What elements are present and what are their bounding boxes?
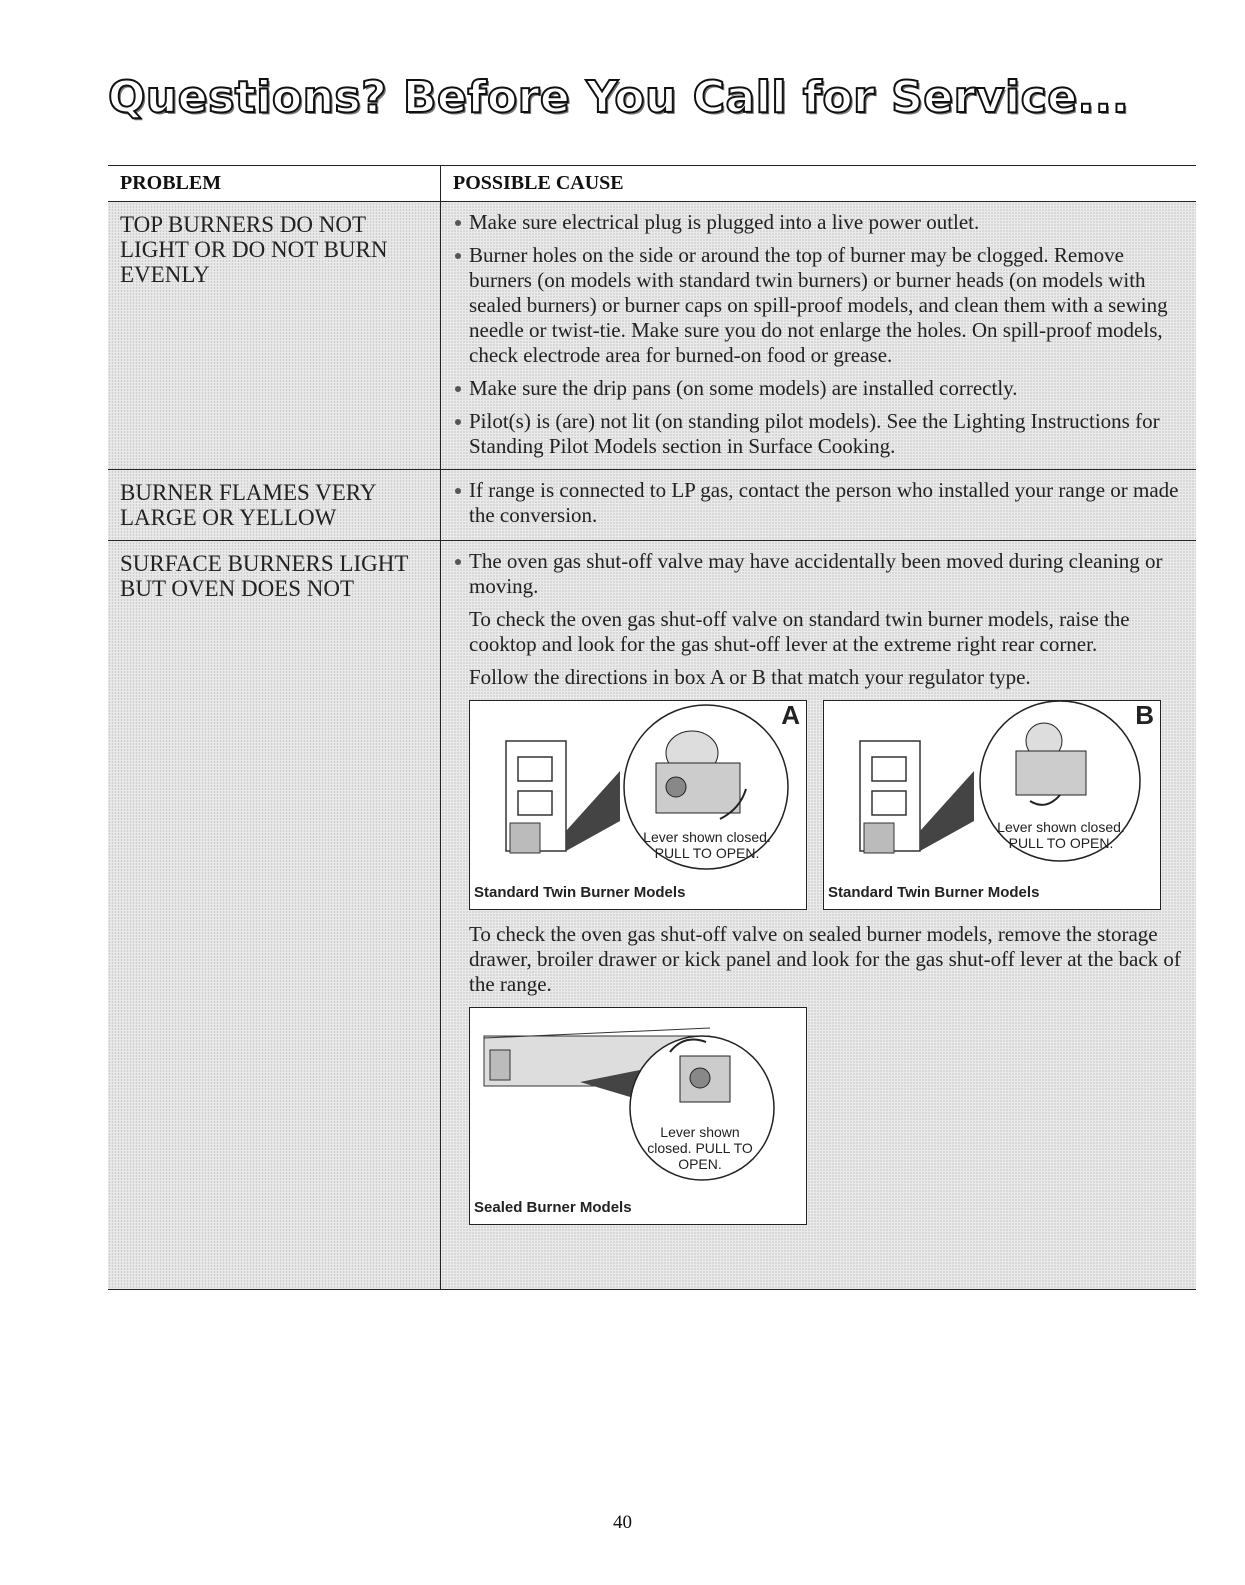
cause-item: If range is connected to LP gas, contact the person who installed your range or made the conversion. (455, 478, 1186, 528)
figure-note: Lever shown closed. PULL TO OPEN. (647, 1124, 753, 1172)
header-problem: PROBLEM (108, 166, 441, 202)
troubleshooting-table (108, 165, 1196, 1290)
problem-cell (108, 202, 441, 470)
regulator-b-illustration (824, 701, 1160, 909)
sealed-burner-illustration (470, 1008, 806, 1224)
figure-caption: Standard Twin Burner Models (474, 884, 686, 901)
table-row (108, 541, 1196, 1290)
problem-cell (108, 470, 441, 541)
problem-cell (108, 541, 441, 1290)
figure-note: Lever shown closed. PULL TO OPEN. (643, 829, 771, 861)
figure-b (823, 700, 1161, 910)
cause-paragraph: To check the oven gas shut-off valve on standard twin burner models, raise the cooktop and look for the gas shut-off lever at the extreme right rear corner. (469, 607, 1130, 656)
problem-text: TOP BURNERS DO NOT LIGHT OR DO NOT BURN EVENLY (120, 212, 388, 287)
problem-text: SURFACE BURNERS LIGHT BUT OVEN DOES NOT (120, 551, 408, 601)
cause-item: Pilot(s) is (are) not lit (on standing pilot models). See the Lighting Instructions for Standing Pilot Models section in Surface Cooking. (455, 409, 1186, 459)
header-possible-cause: POSSIBLE CAUSE (441, 166, 1197, 202)
regulator-a-illustration (470, 701, 806, 909)
problem-text: BURNER FLAMES VERY LARGE OR YELLOW (120, 480, 376, 530)
cause-cell (441, 470, 1197, 541)
figure-note: Lever shown closed. PULL TO OPEN. (997, 819, 1125, 851)
table-row (108, 202, 1196, 470)
figure-c (469, 1007, 807, 1225)
cause-item: Make sure electrical plug is plugged into a live power outlet. (455, 210, 1186, 235)
figure-label: B (1135, 700, 1154, 730)
cause-cell (441, 541, 1197, 1290)
page-number: 40 (613, 1512, 632, 1533)
figure-caption: Standard Twin Burner Models (828, 884, 1040, 901)
figure-row (469, 700, 1186, 910)
figure-a (469, 700, 807, 910)
cause-item: Burner holes on the side or around the top of burner may be clogged. Remove burners (on models with standard twin burners) or burner heads (on models with sealed burners) or burner caps on spill-proof models, and clean them with a sewing needle or twist-tie. Make sure you do not enlarge the holes. On spill-proof models, check electrode area for burned-on food or grease. (455, 243, 1186, 368)
figure-label: A (781, 700, 800, 730)
cause-item: The oven gas shut-off valve may have accidentally been moved during cleaning or moving. (455, 549, 1186, 599)
table-row (108, 470, 1196, 541)
cause-paragraph: Follow the directions in box A or B that match your regulator type. (469, 665, 1031, 689)
figure-caption: Sealed Burner Models (474, 1199, 632, 1216)
cause-item: Make sure the drip pans (on some models) are installed correctly. (455, 376, 1186, 401)
page-title: Questions? Before You Call for Service... (108, 72, 1130, 123)
cause-cell (441, 202, 1197, 470)
cause-paragraph: To check the oven gas shut-off valve on sealed burner models, remove the storage drawer, broiler drawer or kick panel and look for the gas shut-off lever at the back of the range. (469, 922, 1181, 996)
